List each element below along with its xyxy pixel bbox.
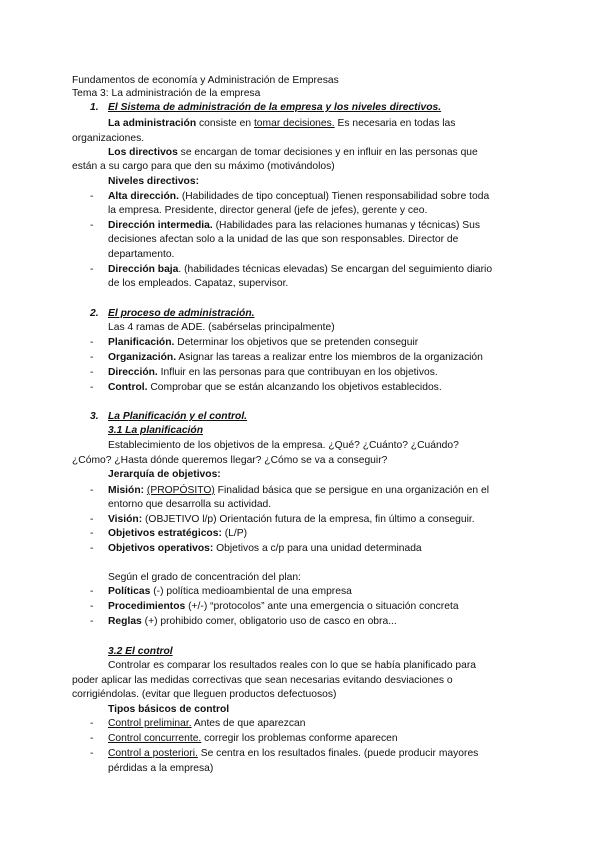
control-preliminar: Control preliminar. Antes de que aparezcan	[108, 718, 306, 729]
tipos-heading: Tipos básicos de control	[108, 704, 230, 715]
list-dash: -	[90, 352, 94, 363]
rama-control: Control. Comprobar que se están alcanzando los objetivos establecidos.	[108, 382, 442, 393]
list-dash: -	[90, 367, 94, 378]
direccion-baja-cont: de los empleados. Capataz, supervisor.	[108, 278, 289, 289]
direccion-intermedia-cont1: decisiones afectan solo a la unidad de las que son responsables. Director de	[108, 234, 459, 245]
rama-planificacion: Planificación. Determinar los objetivos que se pretenden conseguir	[108, 337, 419, 348]
objetivos-estrategicos: Objetivos estratégicos: (L/P)	[108, 528, 248, 539]
direccion-intermedia: Dirección intermedia. (Habilidades para las relaciones humanas y técnicas) Sus	[108, 220, 481, 231]
s1-paragraph-1-cont: organizaciones.	[72, 133, 145, 144]
control-posteriori: Control a posteriori. Se centra en los resultados finales. (puede producir mayores	[108, 748, 479, 759]
mision: Misión: (PROPÓSITO) Finalidad básica que se persigue en una organización en el	[108, 485, 490, 496]
list-dash: -	[90, 514, 94, 525]
vision: Visión: (OBJETIVO l/p) Orientación futura de la empresa, fin último a conseguir.	[108, 514, 475, 525]
list-dash: -	[90, 264, 94, 275]
control-paragraph-3: corrigiéndolas. (evitar que lleguen productos defectuosos)	[72, 689, 337, 700]
objetivos-operativos: Objetivos operativos: Objetivos a c/p para una unidad determinada	[108, 543, 422, 554]
rama-organizacion: Organización. Asignar las tareas a realizar entre los miembros de la organización	[108, 352, 483, 363]
section-3-title: La Planificación y el control.	[108, 411, 248, 422]
list-dash: -	[90, 485, 94, 496]
alta-direccion: Alta dirección. (Habilidades de tipo conceptual) Tienen responsabilidad sobre toda	[108, 191, 490, 202]
section-2-number: 2.	[90, 308, 99, 319]
direccion-baja: Dirección baja. (habilidades técnicas elevadas) Se encargan del seguimiento diario	[108, 264, 493, 275]
jerarquia-heading: Jerarquía de objetivos:	[108, 469, 221, 480]
list-dash: -	[90, 337, 94, 348]
alta-direccion-cont: la empresa. Presidente, director general (jefe de jefes), gerente y ceo.	[108, 205, 428, 216]
niveles-heading: Niveles directivos:	[108, 176, 199, 187]
list-dash: -	[90, 718, 94, 729]
list-dash: -	[90, 543, 94, 554]
s1-paragraph-2-cont: están a su cargo para que den su máximo (motivándolos)	[72, 161, 335, 172]
list-dash: -	[90, 616, 94, 627]
politicas: Políticas (-) política medioambiental de una empresa	[108, 586, 352, 597]
control-concurrente: Control concurrente. corregir los problemas conforme aparecen	[108, 733, 398, 744]
direccion-intermedia-cont2: departamento.	[108, 249, 175, 260]
control-paragraph-1: Controlar es comparar los resultados reales con lo que se había planificado para	[108, 660, 477, 671]
s1-paragraph-2: Los directivos se encargan de tomar decisiones y en influir en las personas que	[108, 147, 478, 158]
mision-cont: entorno que desarrolla su actividad.	[108, 499, 272, 510]
s3-paragraph-1: Establecimiento de los objetivos de la empresa. ¿Qué? ¿Cuánto? ¿Cuándo?	[108, 440, 459, 451]
list-dash: -	[90, 191, 94, 202]
course-title: Fundamentos de economía y Administración de Empresas	[72, 75, 339, 86]
control-posteriori-cont: pérdidas a la empresa)	[108, 763, 214, 774]
list-dash: -	[90, 220, 94, 231]
reglas: Reglas (+) prohibido comer, obligatorio uso de casco en obra...	[108, 616, 397, 627]
control-paragraph-2: poder aplicar las medidas correctivas que sean necesarias evitando desviaciones o	[72, 675, 453, 686]
list-dash: -	[90, 748, 94, 759]
list-dash: -	[90, 528, 94, 539]
list-dash: -	[90, 601, 94, 612]
list-dash: -	[90, 382, 94, 393]
s1-paragraph-1: La administración consiste en tomar decisiones. Es necesaria en todas las	[108, 118, 456, 129]
s2-intro: Las 4 ramas de ADE. (sabérselas principalmente)	[108, 322, 335, 333]
tema-title: Tema 3: La administración de la empresa	[72, 88, 261, 99]
s3-paragraph-1-cont: ¿Cómo? ¿Hasta dónde queremos llegar? ¿Cómo se va a conseguir?	[72, 455, 388, 466]
list-dash: -	[90, 586, 94, 597]
subsection-3-1-title: 3.1 La planificación	[108, 425, 203, 436]
list-dash: -	[90, 733, 94, 744]
section-1-number: 1.	[90, 102, 99, 113]
rama-direccion: Dirección. Influir en las personas para que contribuyan en los objetivos.	[108, 367, 438, 378]
section-3-number: 3.	[90, 411, 99, 422]
section-2-title: El proceso de administración.	[108, 308, 255, 319]
grado-heading: Según el grado de concentración del plan:	[108, 572, 301, 583]
procedimientos: Procedimientos (+/-) “protocolos” ante una emergencia o situación concreta	[108, 601, 459, 612]
section-1-title: El Sistema de administración de la empresa y los niveles directivos.	[108, 102, 442, 113]
subsection-3-2-title: 3.2 El control	[108, 646, 173, 657]
